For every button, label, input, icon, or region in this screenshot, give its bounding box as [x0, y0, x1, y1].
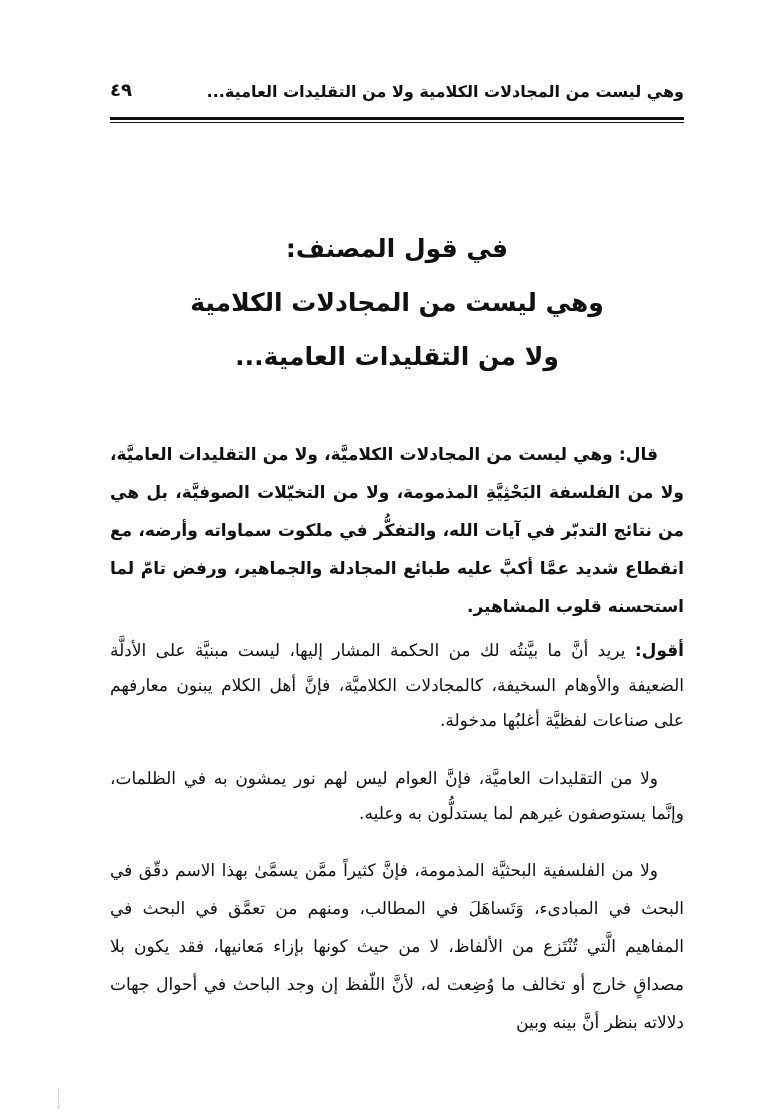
- commentary-label: أقول:: [634, 641, 684, 661]
- quote-body: وهي ليست من المجادلات الكلاميَّة، ولا من التقليدات العاميَّة، ولا من الفلسفة البَحْثِيَّةِ المذمومة، ولا من التخيّلات الصوفيَّة، بل هي من نتائج التدبّر في آيات الله، والتفكُّر في ملكوت سماواته وأرضه، مع انقطاع شديد عمَّا أكبَّ عليه طبائع المجادلة والجماهير، ورفض تامّ لما استحسنه قلوب المشاهير.: [110, 445, 684, 617]
- quoted-text: [110, 436, 684, 626]
- quote-label: قال:: [618, 445, 658, 465]
- header-rule-thick: [110, 117, 684, 120]
- paragraph-3-text: ولا من الفلسفية البحثيَّة المذمومة، فإنَّ كثيراً ممَّن يسمَّىٰ بهذا الاسم دقّق في البحث في المبادىء، وَتَساهَلَ في المطالب، ومنهم من تعمَّق في البحث في المفاهيم الَّتي تُنْتَزع من الألفاظ، لا من حيث كونها بإزاء مَعانيها، فقد يكون بلا مصداقٍ خارج أو تخالف ما وُضِعت له، لأنَّ اللّفظ إن وجد الباحث في أحوال جهات دلالاته بنظر أنَّ بينه وبين: [110, 861, 684, 1033]
- page-header: [110, 76, 684, 116]
- title-line-2: وهي ليست من المجادلات الكلامية: [190, 288, 604, 317]
- paragraph-1-text: يريد أنَّ ما بيَّنتُه لك من الحكمة المشار إليها، ليست مبنيَّة على الأدلَّة الضعيفة والأوهام السخيفة، كالمجادلات الكلاميَّة، فإنَّ أهل الكلام يبنون معارفهم على صناعات لفظيَّة أغلبُها مدخولة.: [110, 641, 684, 731]
- running-head: وهي ليست من المجادلات الكلامية ولا من التقليدات العامية...: [206, 82, 684, 101]
- header-rule-thin: [110, 122, 684, 123]
- paragraph-2: [110, 762, 684, 832]
- paragraph-3: [110, 852, 684, 1042]
- title-line-1: في قول المصنف:: [285, 234, 509, 263]
- page-number: ٤٩: [110, 80, 132, 101]
- paragraph-1: [110, 634, 684, 739]
- title-line-3: ولا من التقليدات العامية...: [235, 342, 559, 371]
- paragraph-2-text: ولا من التقليدات العاميَّة، فإنَّ العوام ليس لهم نور يمشون به في الظلمات، وإنَّما يستوصفون غيرهم لما يستدلُّون به وعليه.: [110, 769, 684, 824]
- margin-dots: [58, 1088, 73, 1108]
- section-title: [110, 222, 684, 384]
